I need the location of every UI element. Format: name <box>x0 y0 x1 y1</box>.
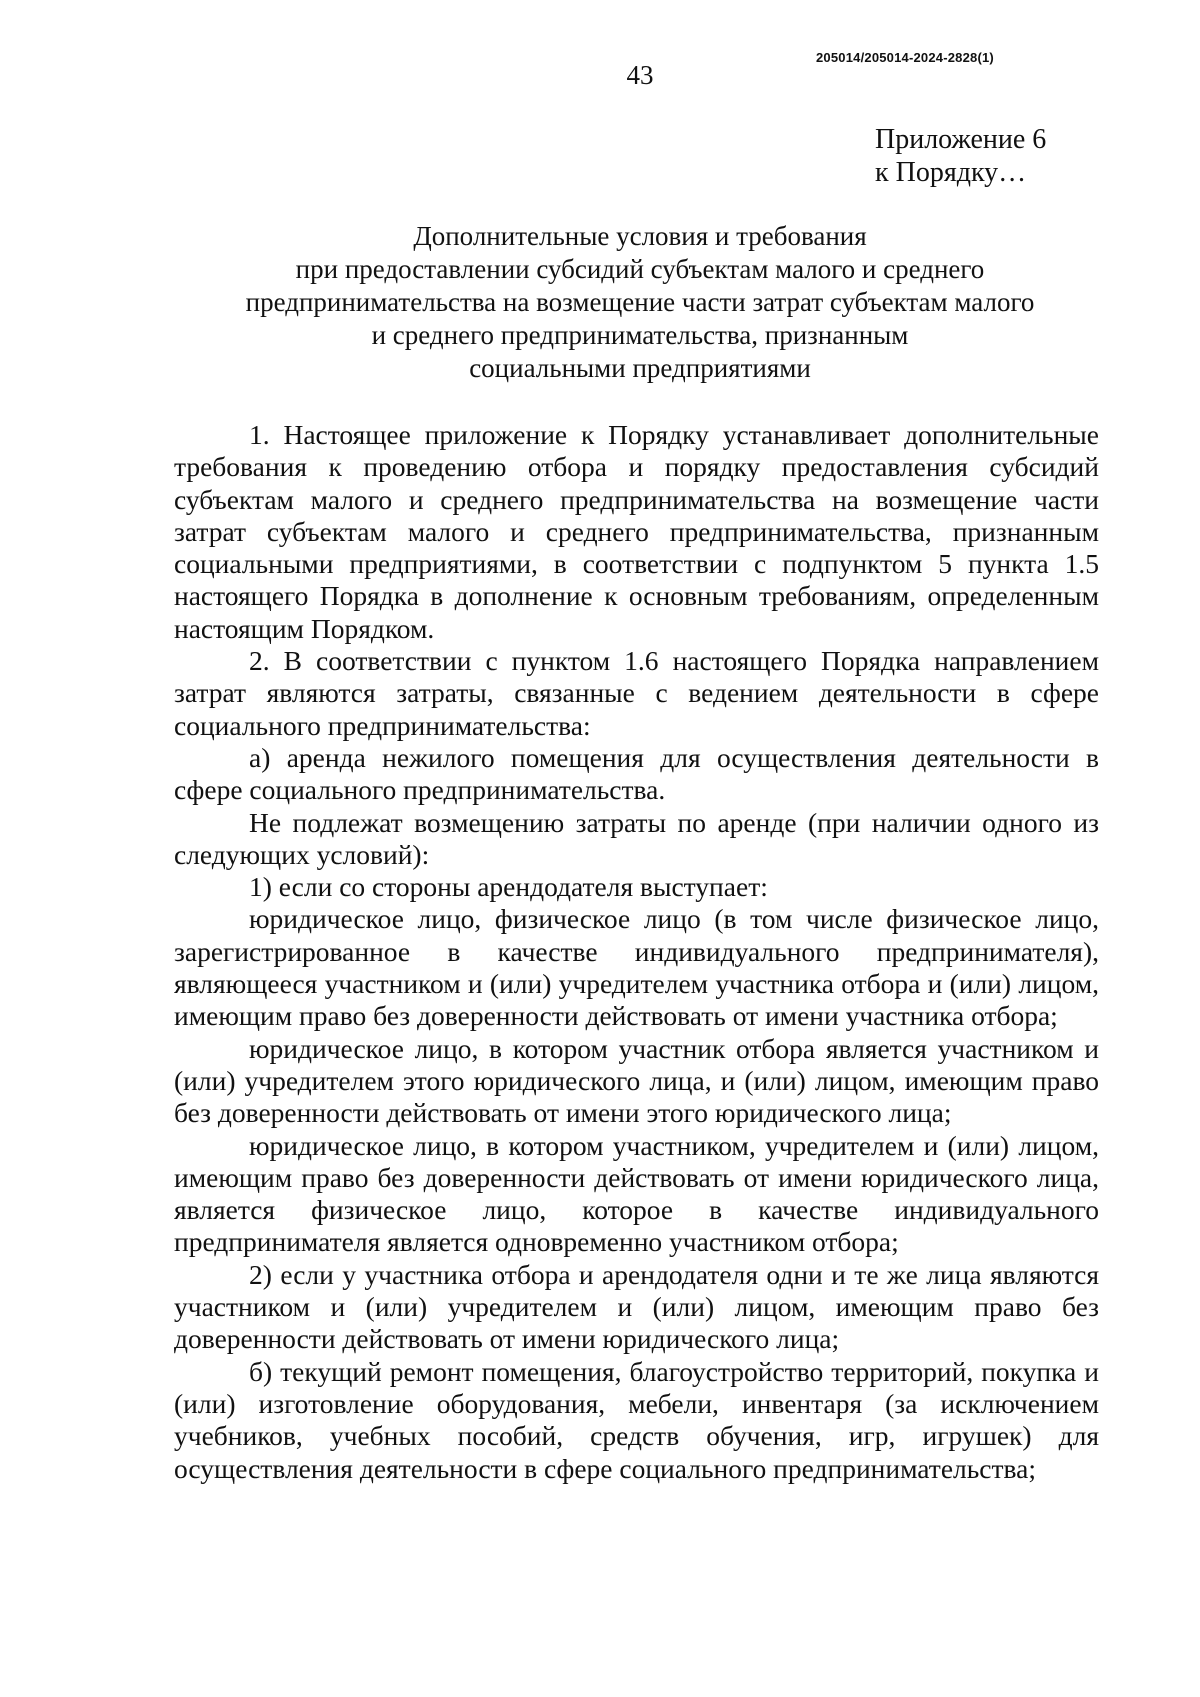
title-line: и среднего предпринимательства, признанным <box>371 320 909 350</box>
paragraph: 2. В соответствии с пунктом 1.6 настоящего Порядка направлением затрат являются затраты, связанные с ведением деятельности в сфере социального предпринимательства: <box>174 645 1099 741</box>
paragraph: юридическое лицо, физическое лицо (в том числе физическое лицо, зарегистрированное в качестве индивидуального предпринимателя), являющееся участником и (или) учредителем участника отбора и (или) лицом, имеющим право без доверенности действовать от имени участника отбора; <box>174 903 1099 1032</box>
document-title <box>200 220 1080 385</box>
paragraph: б) текущий ремонт помещения, благоустройство территорий, покупка и (или) изготовление оборудования, мебели, инвентаря (за исключением учебников, учебных пособий, средств обучения, игр, игрушек) для осуществления деятельности в сфере социального предпринимательства; <box>174 1355 1099 1484</box>
paragraph: юридическое лицо, в котором участником, учредителем и (или) лицом, имеющим право без доверенности действовать от имени юридического лица, является физическое лицо, которое в качестве индивидуального предпринимателя является одновременно участником отбора; <box>174 1129 1099 1258</box>
document-body <box>174 419 1099 1485</box>
appendix-line-2: к Порядку… <box>875 157 1027 188</box>
title-line: социальными предприятиями <box>469 353 811 383</box>
document-id: 205014/205014-2024-2828(1) <box>816 50 994 65</box>
paragraph: юридическое лицо, в котором участник отбора является участником и (или) учредителем этого юридического лица, и (или) лицом, имеющим право без доверенности действовать от имени этого юридического лица; <box>174 1032 1099 1129</box>
title-line: при предоставлении субсидий субъектам малого и среднего <box>295 254 985 284</box>
paragraph: 2) если у участника отбора и арендодателя одни и те же лица являются участником и (или) учредителем и (или) лицом, имеющим право без доверенности действовать от имени юридического лица; <box>174 1258 1099 1355</box>
paragraph: а) аренда нежилого помещения для осуществления деятельности в сфере социального предпринимательства. <box>174 741 1099 806</box>
appendix-block <box>875 123 1046 189</box>
appendix-line-1: Приложение 6 <box>875 124 1047 155</box>
title-line: Дополнительные условия и требования <box>413 221 867 251</box>
page-number: 43 <box>626 60 654 90</box>
paragraph: 1. Настоящее приложение к Порядку устанавливает дополнительные требования к проведению отбора и порядку предоставления субсидий субъектам малого и среднего предпринимательства на возмещение части затрат субъектам малого и среднего предпринимательства, признанным социальными предприятиями, в соответствии с подпунктом 5 пункта 1.5 настоящего Порядка в дополнение к основным требованиям, определенным настоящим Порядком. <box>174 419 1099 644</box>
paragraph: 1) если со стороны арендодателя выступает: <box>249 871 768 903</box>
paragraph: Не подлежат возмещению затраты по аренде (при наличии одного из следующих условий): <box>174 806 1099 870</box>
title-line: предпринимательства на возмещение части затрат субъектам малого <box>245 287 1035 317</box>
